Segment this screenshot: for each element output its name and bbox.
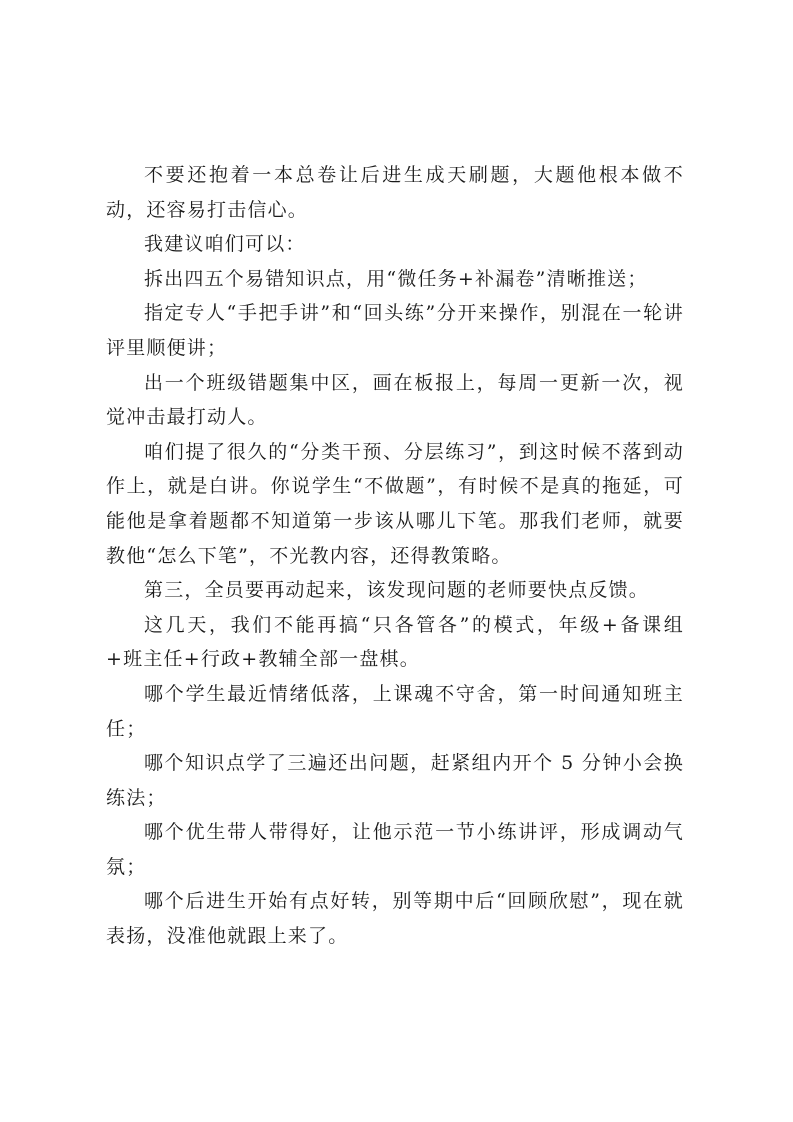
paragraph: 哪个后进生开始有点好转，别等期中后“回顾欣慰”，现在就表扬，没准他就跟上来了。 — [106, 890, 684, 948]
paragraph: 拆出四五个易错知识点，用“微任务+补漏卷”清晰推送； — [144, 267, 648, 290]
paragraph: 哪个优生带人带得好，让他示范一节小练讲评，形成调动气氛； — [106, 821, 684, 878]
paragraph: 出一个班级错题集中区，画在板报上，每周一更新一次，视觉冲击最打动人。 — [106, 371, 684, 429]
paragraph: 咱们提了很久的“分类干预、分层练习”，到这时候不落到动作上，就是白讲。你说学生“不做题”，有时候不是真的拖延，可能他是拿着题都不知道第一步该从哪儿下笔。那我们老师，就要教他“怎么下笔”，不光教内容，还得教策略。 — [106, 440, 684, 567]
paragraph: 这几天，我们不能再搞“只各管各”的模式，年级+备课组+班主任+行政+教辅全部一盘棋。 — [106, 613, 684, 671]
paragraph: 哪个知识点学了三遍还出问题，赶紧组内开个 5 分钟小会换练法； — [106, 752, 684, 809]
paragraph: 第三，全员要再动起来，该发现问题的老师要快点反馈。 — [144, 579, 650, 602]
paragraph: 哪个学生最近情绪低落，上课魂不守舍，第一时间通知班主任； — [106, 682, 684, 740]
document-body — [106, 158, 684, 954]
paragraph: 指定专人“手把手讲”和“回头练”分开来操作，别混在一轮讲评里顺便讲； — [106, 302, 684, 359]
paragraph: 不要还抱着一本总卷让后进生成天刷题，大题他根本做不动，还容易打击信心。 — [106, 164, 684, 221]
paragraph: 我建议咱们可以： — [144, 233, 306, 256]
